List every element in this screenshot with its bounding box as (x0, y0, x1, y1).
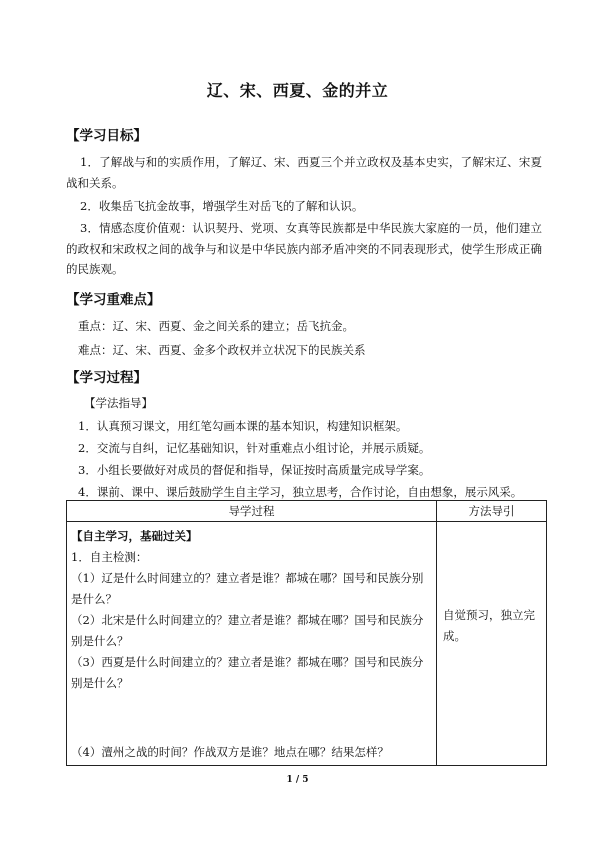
table-header-process: 导学过程 (67, 501, 437, 522)
page-number: 1 / 5 (286, 775, 309, 785)
process-cell (67, 522, 437, 766)
study-table (66, 500, 547, 766)
question-3: （3）西夏是什么时间建立的？建立者是谁？都城在哪？国号和民族分别是什么？ (71, 655, 424, 690)
process-item-3: 3．小组长要做好对成员的督促和指导，保证按时高质量完成导学案。 (78, 463, 431, 477)
goal-item-3: 3．情感态度价值观：认识契丹、党项、女真等民族都是中华民族大家庭的一员，他们建立的政权和宋政权之间的战争与和议是中华民族内部矛盾冲突的不同表现形式，使学生形成正确的民族观。 (66, 221, 542, 276)
process-heading: 【学习过程】 (66, 370, 147, 386)
goal-item-2: 2．收集岳飞抗金故事，增强学生对岳飞的了解和认识。 (80, 199, 364, 213)
question-2: （2）北宋是什么时间建立的？建立者是谁？都城在哪？国号和民族分别是什么？ (71, 613, 424, 648)
key-points-heading: 【学习重难点】 (66, 292, 161, 308)
goal-item-1: 1．了解战与和的实质作用，了解辽、宋、西夏三个并立政权及基本史实，了解宋辽、宋夏战和关系。 (66, 155, 542, 190)
question-1: （1）辽是什么时间建立的？建立者是谁？都城在哪？国号和民族分别是什么？ (71, 571, 424, 606)
self-study-heading: 【自主学习，基础过关】 (71, 529, 198, 543)
self-test-subtitle: 1．自主检测： (71, 550, 148, 564)
difficult-point-text: 难点：辽、宋、西夏、金多个政权并立状况下的民族关系 (78, 343, 366, 357)
question-4: （4）澶州之战的时间？作战双方是谁？地点在哪？结果怎样？ (71, 745, 389, 759)
table-header-method: 方法导引 (437, 501, 547, 522)
goals-heading: 【学习目标】 (66, 128, 147, 144)
process-item-1: 1．认真预习课文，用红笔勾画本课的基本知识，构建知识框架。 (78, 419, 408, 433)
key-point-text: 重点：辽、宋、西夏、金之间关系的建立；岳飞抗金。 (78, 319, 354, 333)
page-title: 辽、宋、西夏、金的并立 (206, 81, 389, 100)
process-item-4: 4．课前、课中、课后鼓励学生自主学习，独立思考，合作讨论，自由想象，展示风采。 (78, 485, 523, 499)
process-item-2: 2．交流与自纠，记忆基础知识，针对重难点小组讨论，并展示质疑。 (78, 441, 431, 455)
method-cell: 自觉预习，独立完成。 (437, 522, 547, 766)
method-guide-heading: 【学法指导】 (84, 396, 153, 410)
